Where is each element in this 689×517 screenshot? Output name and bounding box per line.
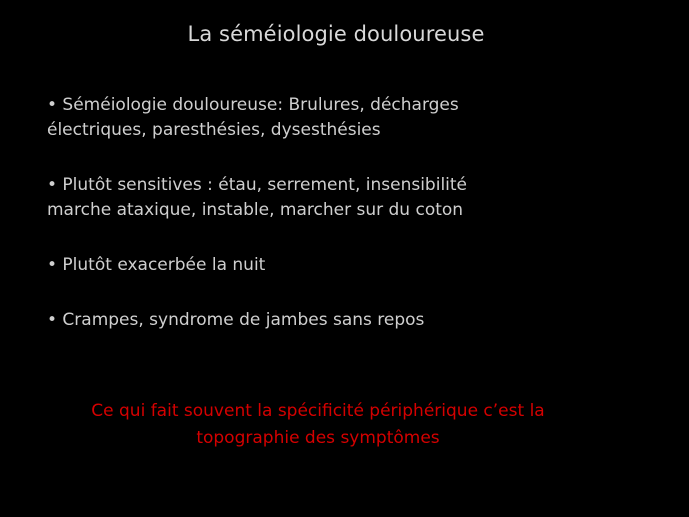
- bullet-item: [47, 173, 667, 223]
- highlight-note: [30, 398, 606, 452]
- bullet-item: [47, 308, 667, 333]
- highlight-line: Ce qui fait souvent la spécificité périphérique c’est la: [91, 401, 545, 421]
- bullet-list: [47, 93, 667, 363]
- bullet-line: • Plutôt sensitives : étau, serrement, insensibilité: [47, 175, 468, 195]
- bullet-line: • Séméiologie douloureuse: Brulures, décharges: [47, 95, 459, 115]
- bullet-item: [47, 93, 667, 143]
- bullet-line: marche ataxique, instable, marcher sur du coton: [47, 200, 464, 220]
- bullet-item: [47, 253, 667, 278]
- highlight-line: topographie des symptômes: [196, 428, 440, 448]
- bullet-line: • Plutôt exacerbée la nuit: [47, 255, 266, 275]
- bullet-line: électriques, paresthésies, dysesthésies: [47, 120, 381, 140]
- bullet-line: • Crampes, syndrome de jambes sans repos: [47, 310, 425, 330]
- slide-title: La séméiologie douloureuse: [187, 22, 485, 46]
